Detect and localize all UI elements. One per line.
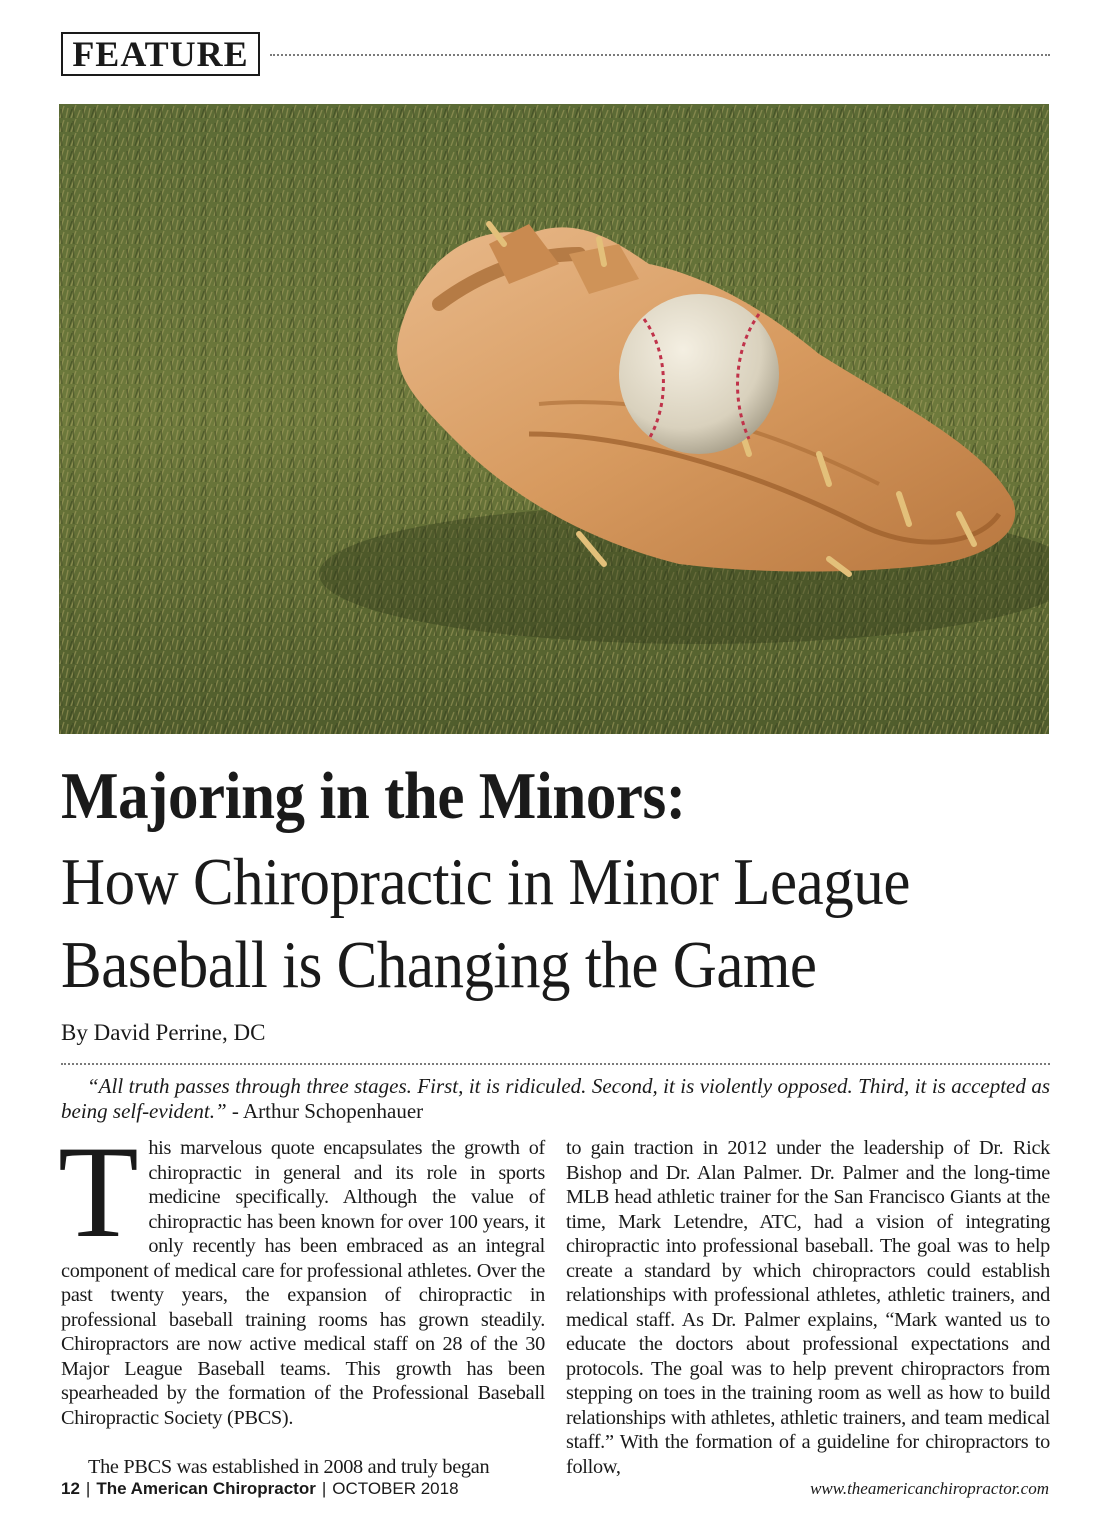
baseball-glove-photo bbox=[59, 104, 1049, 734]
dotted-divider-top bbox=[270, 54, 1050, 56]
article-title: Majoring in the Minors: bbox=[61, 759, 686, 833]
body-paragraph-2: The PBCS was established in 2008 and truly began bbox=[88, 1456, 490, 1478]
body-column-left bbox=[58, 1118, 545, 1480]
byline: By David Perrine, DC bbox=[61, 1020, 266, 1045]
drop-cap: T bbox=[58, 1118, 139, 1265]
page-number: 12 bbox=[61, 1479, 80, 1498]
website-url: www.theamericanchiropractor.com bbox=[810, 1479, 1049, 1498]
article-subtitle-line2: Baseball is Changing the Game bbox=[61, 928, 817, 1002]
footer-separator: | bbox=[321, 1479, 327, 1498]
body-paragraph-right: to gain traction in 2012 under the leadership of Dr. Rick Bishop and Dr. Alan Palmer. Dr. Palmer and the long-time MLB head athletic trainer for the San Francisco Giants at the time, Mark Letendre, ATC, had a vision of integrating chiropractic into professional baseball. The goal was to help create a standard by which chiropractors could establish relationships with professional athletes, athletic trainers, and medical staff. As Dr. Palmer explains, “Mark wanted us to educate the doctors about professional expectations and protocols. The goal was to help prevent chiropractors from stepping on toes in the training room as well as how to build relationships with athletes, athletic trainers, and team medical staff.” With the formation of a guideline for chiropractors to follow, bbox=[566, 1137, 1050, 1478]
issue-date: OCTOBER 2018 bbox=[332, 1479, 459, 1498]
epigraph bbox=[61, 1074, 1050, 1124]
body-paragraph-1 bbox=[58, 1118, 545, 1430]
dotted-divider-byline bbox=[61, 1063, 1050, 1065]
section-label: FEATURE bbox=[61, 32, 260, 76]
epigraph-quote: “All truth passes through three stages. First, it is ridiculed. Second, it is violently opposed. Third, it is accepted as being self-evident.” bbox=[61, 1074, 1050, 1123]
body-column-right bbox=[566, 1136, 1050, 1479]
paragraph-1-text: his marvelous quote encapsulates the growth of chiropractic in general and its role in sports medicine specifically. Although the value of chiropractic has been known for over 100 years, it only recently has been embraced as an integral component of medical care for professional athletes. Over the past twenty years, the expansion of chiropractic in professional baseball training rooms has grown steadily. Chiropractors are now active medical staff on 28 of the 30 Major League Baseball teams. This growth has been spearheaded by the formation of the Professional Baseball Chiropractic Society (PBCS). bbox=[61, 1137, 545, 1429]
article-subtitle-line1: How Chiropractic in Minor League bbox=[61, 845, 910, 919]
footer-separator: | bbox=[85, 1479, 91, 1498]
magazine-name: The American Chiropractor bbox=[96, 1479, 316, 1498]
baseball bbox=[619, 294, 779, 454]
footer-folio bbox=[61, 1478, 459, 1500]
epigraph-attribution: - Arthur Schopenhauer bbox=[226, 1099, 424, 1123]
